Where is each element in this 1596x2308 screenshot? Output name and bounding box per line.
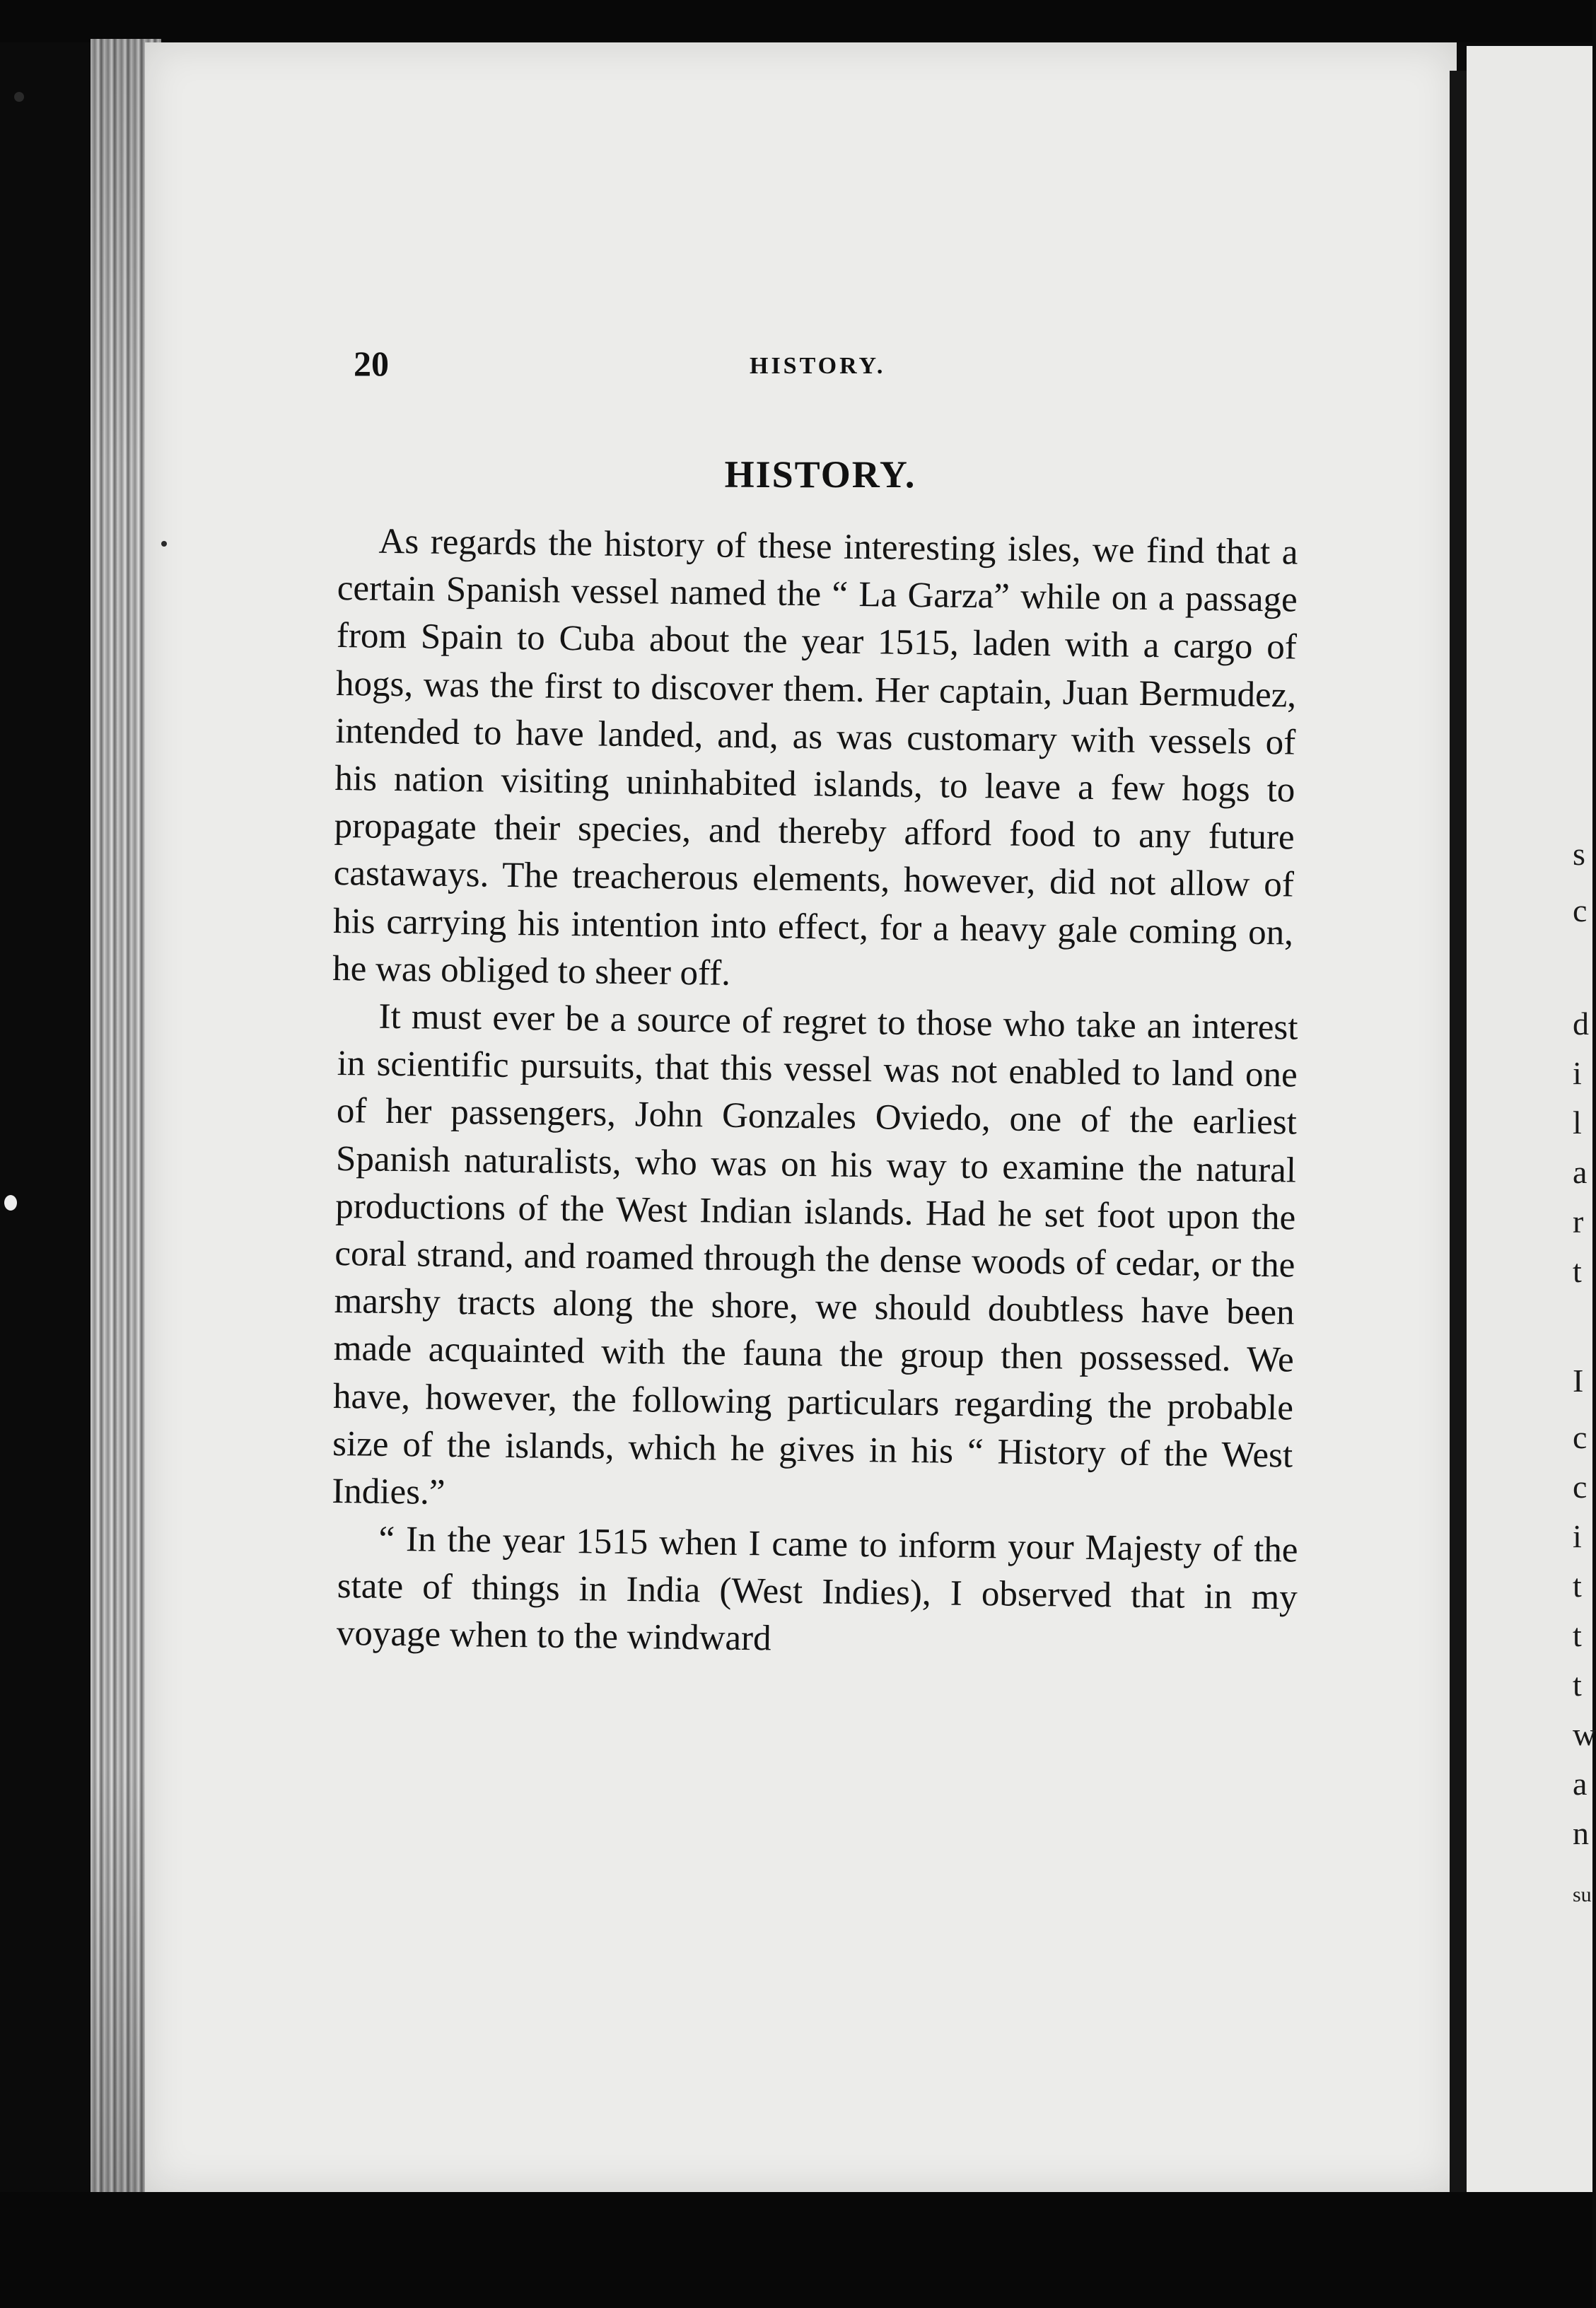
adjacent-page-fragment: a bbox=[1573, 1154, 1588, 1190]
adjacent-page-fragment: t bbox=[1573, 1253, 1582, 1289]
adjacent-page-fragment: t bbox=[1573, 1617, 1582, 1653]
adjacent-page-fragment: r bbox=[1573, 1203, 1584, 1240]
scan-bottom-border bbox=[0, 2192, 1592, 2308]
scan-speck bbox=[161, 541, 167, 547]
adjacent-page-fragment: su bbox=[1573, 1883, 1592, 1906]
scan-speck bbox=[4, 1195, 17, 1211]
adjacent-page-edge bbox=[1467, 46, 1596, 2199]
section-title: HISTORY. bbox=[724, 453, 916, 496]
adjacent-page-fragment: c bbox=[1573, 1469, 1588, 1505]
adjacent-page-fragment: a bbox=[1573, 1766, 1588, 1802]
adjacent-page-fragment: I bbox=[1573, 1363, 1584, 1399]
body-text bbox=[332, 518, 1298, 1660]
adjacent-page-fragment: d bbox=[1573, 1006, 1589, 1042]
running-head-title: HISTORY. bbox=[750, 353, 886, 379]
paragraph: It must ever be a source of regret to those who take an interest in scientific pursuits, that this vessel was not enabled to land one of her passengers, John Gonzales Oviedo, one of the earliest Spanish naturalists, who was on his way to examine the natural productions of the West Indian islands. Had he set foot upon the coral strand, and roamed through the dense woods of cedar, or the marshy tracts along the shore, we should doubtless have been made acquainted with the fauna the group then possessed. We have, however, the following particulars regarding the probable size of the islands, which he gives in his “ History of the West Indies.” bbox=[332, 996, 1298, 1513]
adjacent-page-fragment: c bbox=[1573, 1419, 1588, 1455]
adjacent-page-fragment: s bbox=[1573, 836, 1585, 872]
adjacent-page-fragment: l bbox=[1573, 1105, 1582, 1141]
adjacent-page-fragment: w bbox=[1573, 1716, 1596, 1752]
adjacent-page-fragment: i bbox=[1573, 1055, 1582, 1091]
scan-top-border bbox=[0, 0, 1592, 42]
scan-speck bbox=[14, 92, 24, 102]
paragraph: “ In the year 1515 when I came to inform your Majesty of the state of things in India (West Indies), I observed that in my voyage when to the windward bbox=[336, 1519, 1298, 1660]
adjacent-page-fragment: n bbox=[1573, 1815, 1589, 1851]
adjacent-page-fragment: c bbox=[1573, 892, 1588, 928]
book-gutter bbox=[1450, 71, 1467, 2192]
adjacent-page-fragment: t bbox=[1573, 1568, 1582, 1604]
running-head bbox=[354, 343, 1344, 392]
adjacent-page-fragment: t bbox=[1573, 1667, 1582, 1703]
paragraph: As regards the history of these interesting isles, we find that a certain Spanish vessel named the “ La Garza” while on a passage from Spain to Cuba about the year 1515, laden with a cargo of hogs, was the first to discover them. Her captain, Juan Bermudez, intended to have landed, and, as was customary with vessels of his nation visiting uninhabited islands, to leave a few hogs to propagate their species, and thereby afford food to any future castaways. The treacherous elements, however, did not allow of his carrying his intention into effect, for a heavy gale coming on, he was obliged to sheer off. bbox=[332, 521, 1298, 993]
page-number: 20 bbox=[354, 344, 389, 383]
adjacent-page-fragment: i bbox=[1573, 1518, 1582, 1554]
